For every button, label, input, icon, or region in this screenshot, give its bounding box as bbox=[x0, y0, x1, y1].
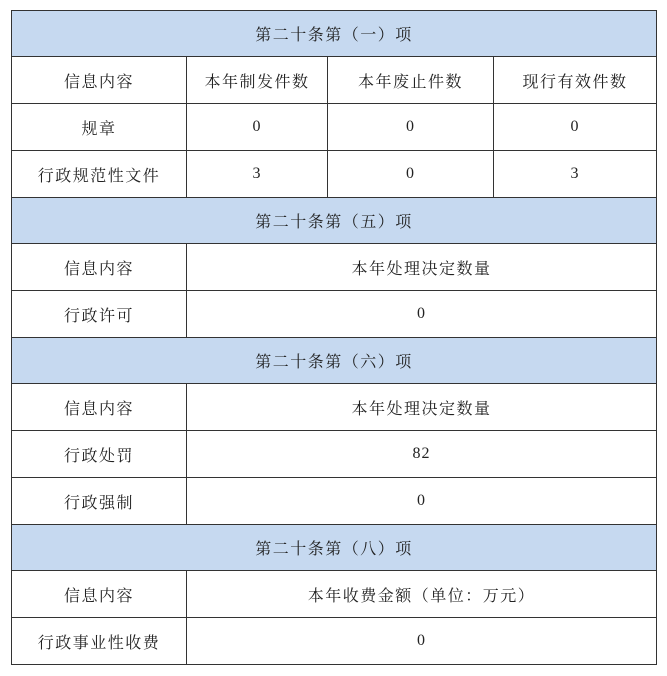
column-header: 信息内容 bbox=[12, 384, 187, 431]
section-header-row bbox=[12, 11, 657, 57]
column-header: 本年收费金额（单位：万元） bbox=[187, 571, 657, 618]
table-cell: 0 bbox=[187, 104, 328, 151]
column-header: 本年处理决定数量 bbox=[187, 384, 657, 431]
disclosure-table bbox=[11, 10, 657, 665]
column-header: 信息内容 bbox=[12, 571, 187, 618]
table-row bbox=[12, 291, 657, 338]
table-cell: 0 bbox=[187, 478, 657, 525]
column-header: 本年制发件数 bbox=[187, 57, 328, 104]
table-header-row bbox=[12, 244, 657, 291]
section-title: 第二十条第（六）项 bbox=[12, 338, 657, 384]
disclosure-table-wrapper bbox=[11, 10, 657, 665]
row-label: 行政事业性收费 bbox=[12, 618, 187, 665]
table-cell: 3 bbox=[494, 151, 657, 198]
table-row bbox=[12, 104, 657, 151]
table-cell: 0 bbox=[187, 618, 657, 665]
table-cell: 0 bbox=[494, 104, 657, 151]
table-row bbox=[12, 478, 657, 525]
column-header: 现行有效件数 bbox=[494, 57, 657, 104]
table-cell: 3 bbox=[187, 151, 328, 198]
column-header: 本年废止件数 bbox=[328, 57, 494, 104]
table-row bbox=[12, 151, 657, 198]
column-header: 本年处理决定数量 bbox=[187, 244, 657, 291]
table-header-row bbox=[12, 384, 657, 431]
table-header-row bbox=[12, 571, 657, 618]
row-label: 行政强制 bbox=[12, 478, 187, 525]
table-row bbox=[12, 431, 657, 478]
section-title: 第二十条第（八）项 bbox=[12, 525, 657, 571]
column-header: 信息内容 bbox=[12, 57, 187, 104]
table-cell: 0 bbox=[187, 291, 657, 338]
table-header-row bbox=[12, 57, 657, 104]
section-header-row bbox=[12, 525, 657, 571]
column-header: 信息内容 bbox=[12, 244, 187, 291]
row-label: 行政处罚 bbox=[12, 431, 187, 478]
table-cell: 0 bbox=[328, 151, 494, 198]
section-header-row bbox=[12, 198, 657, 244]
section-header-row bbox=[12, 338, 657, 384]
row-label: 行政规范性文件 bbox=[12, 151, 187, 198]
row-label: 规章 bbox=[12, 104, 187, 151]
section-title: 第二十条第（五）项 bbox=[12, 198, 657, 244]
table-row bbox=[12, 618, 657, 665]
row-label: 行政许可 bbox=[12, 291, 187, 338]
table-cell: 0 bbox=[328, 104, 494, 151]
table-cell: 82 bbox=[187, 431, 657, 478]
section-title: 第二十条第（一）项 bbox=[12, 11, 657, 57]
